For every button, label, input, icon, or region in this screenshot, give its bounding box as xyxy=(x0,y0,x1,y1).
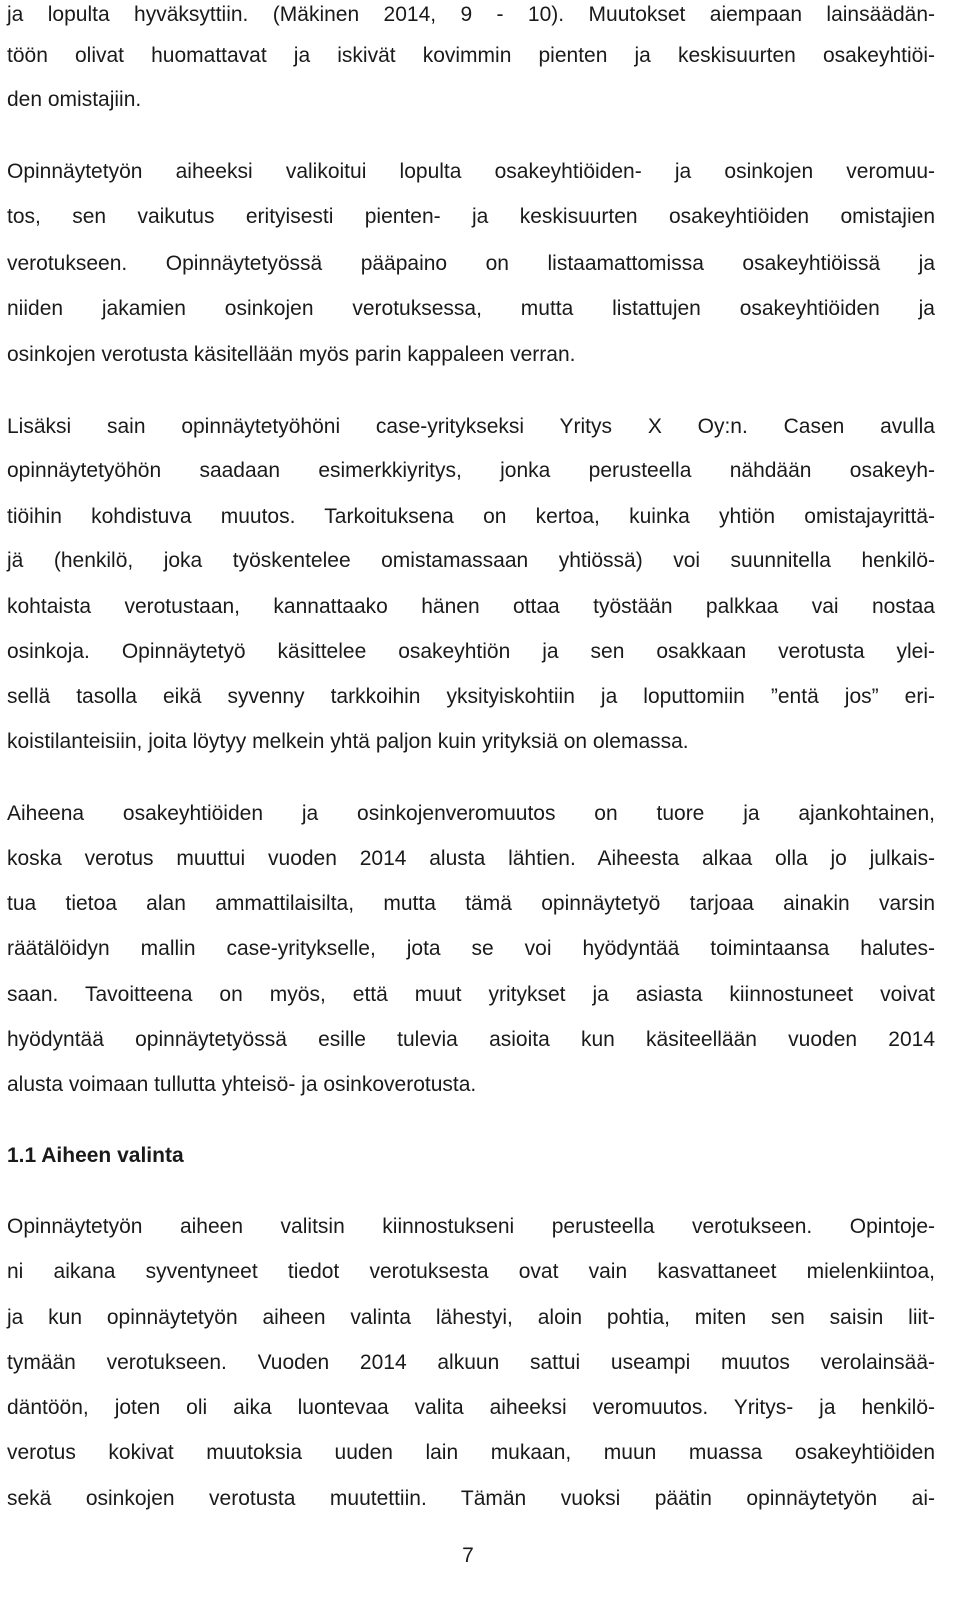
text-line: tos, sen vaikutus erityisesti pienten- ja keskisuurten osakeyhtiöiden omistajien xyxy=(7,205,935,228)
text-line: jä (henkilö, joka työskentelee omistamassaan yhtiössä) voi suunnitella henkilö- xyxy=(7,549,935,572)
text-line: opinnäytetyöhön saadaan esimerkkiyritys, jonka perusteella nähdään osakeyh- xyxy=(7,459,935,482)
text-line: den omistajiin. xyxy=(7,88,142,111)
text-line: Lisäksi sain opinnäytetyöhöni case-yritykseksi Yritys X Oy:n. Casen avulla xyxy=(7,415,935,438)
text-line: alusta voimaan tullutta yhteisö- ja osinkoverotusta. xyxy=(7,1073,477,1096)
text-line: osinkoja. Opinnäytetyö käsittelee osakeyhtiön ja sen osakkaan verotusta ylei- xyxy=(7,640,935,663)
text-line: Aiheena osakeyhtiöiden ja osinkojenveromuutos on tuore ja ajankohtainen, xyxy=(7,802,935,825)
text-line: hyödyntää opinnäytetyössä esille tulevia asioita kun käsiteellään vuoden 2014 xyxy=(7,1028,935,1051)
text-line: saan. Tavoitteena on myös, että muut yritykset ja asiasta kiinnostuneet voivat xyxy=(7,983,935,1006)
page-number: 7 xyxy=(462,1544,474,1567)
text-line: niiden jakamien osinkojen verotuksessa, mutta listattujen osakeyhtiöiden ja xyxy=(7,297,935,320)
text-line: tua tietoa alan ammattilaisilta, mutta tämä opinnäytetyö tarjoaa ainakin varsin xyxy=(7,892,935,915)
section-heading: 1.1 Aiheen valinta xyxy=(7,1144,184,1167)
text-line: sekä osinkojen verotusta muutettiin. Tämän vuoksi päätin opinnäytetyön ai- xyxy=(7,1487,935,1510)
text-line: Opinnäytetyön aiheen valitsin kiinnostukseni perusteella verotukseen. Opintoje- xyxy=(7,1215,935,1238)
text-line: ni aikana syventyneet tiedot verotuksesta ovat vain kasvattaneet mielenkiintoa, xyxy=(7,1260,935,1283)
text-line: tymään verotukseen. Vuoden 2014 alkuun sattui useampi muutos verolainsää- xyxy=(7,1351,935,1374)
text-line: räätälöidyn mallin case-yritykselle, jota se voi hyödyntää toimintaansa halutes- xyxy=(7,937,935,960)
text-line: däntöön, joten oli aika luontevaa valita aiheeksi veromuutos. Yritys- ja henkilö- xyxy=(7,1396,935,1419)
text-line: verotus kokivat muutoksia uuden lain mukaan, muun muassa osakeyhtiöiden xyxy=(7,1441,935,1464)
text-line: verotukseen. Opinnäytetyössä pääpaino on listaamattomissa osakeyhtiöissä ja xyxy=(7,252,935,275)
text-line: Opinnäytetyön aiheeksi valikoitui lopulta osakeyhtiöiden- ja osinkojen veromuu- xyxy=(7,160,935,183)
text-line: osinkojen verotusta käsitellään myös parin kappaleen verran. xyxy=(7,343,576,366)
text-line: ja lopulta hyväksyttiin. (Mäkinen 2014, 9 - 10). Muutokset aiempaan lainsäädän- xyxy=(7,3,935,26)
text-line: kohtaista verotustaan, kannattaako hänen ottaa työstään palkkaa vai nostaa xyxy=(7,595,935,618)
text-line: koistilanteisiin, joita löytyy melkein yhtä paljon kuin yrityksiä on olemassa. xyxy=(7,730,689,753)
text-line: töön olivat huomattavat ja iskivät kovimmin pienten ja keskisuurten osakeyhtiöi- xyxy=(7,44,935,67)
text-line: koska verotus muuttui vuoden 2014 alusta lähtien. Aiheesta alkaa olla jo julkais- xyxy=(7,847,935,870)
text-line: ja kun opinnäytetyön aiheen valinta lähestyi, aloin pohtia, miten sen saisin liit- xyxy=(7,1306,935,1329)
text-line: sellä tasolla eikä syvenny tarkkoihin yksityiskohtiin ja loputtomiin ”entä jos” eri- xyxy=(7,685,935,708)
text-line: tiöihin kohdistuva muutos. Tarkoituksena on kertoa, kuinka yhtiön omistajayrittä- xyxy=(7,505,935,528)
